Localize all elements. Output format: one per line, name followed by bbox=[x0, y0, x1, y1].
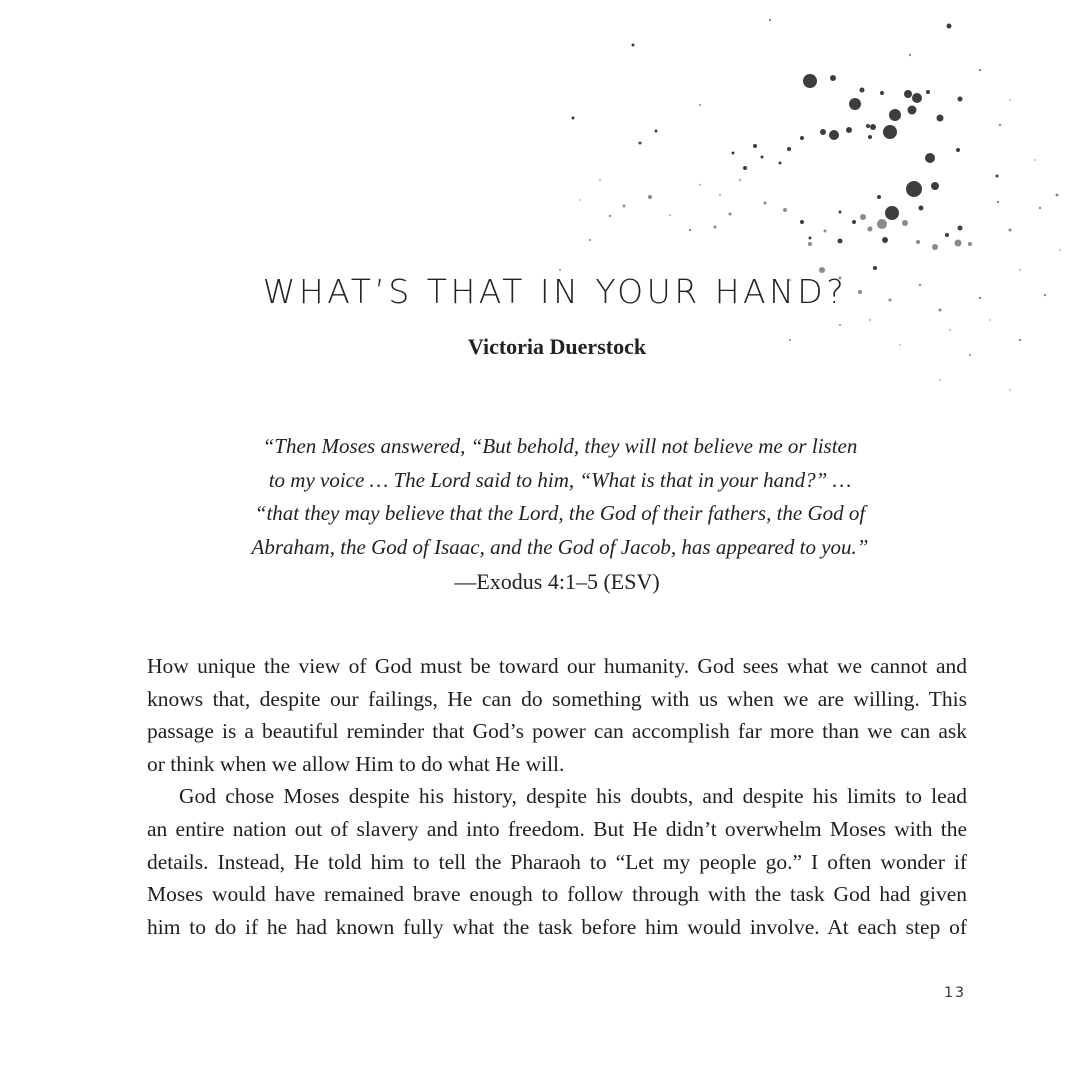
body-line: How unique the view of God must be toward our humanity. God sees what we cannot and bbox=[147, 654, 967, 678]
epigraph-line: Abraham, the God of Isaac, and the God of Jacob, has appeared to you.” bbox=[251, 534, 869, 559]
epigraph-quote bbox=[220, 430, 900, 564]
body-line: an entire nation out of slavery and into freedom. But He didn’t overwhelm Moses with the bbox=[147, 816, 967, 841]
author-name: Victoria Duerstock bbox=[467, 334, 647, 359]
body-line: details. Instead, He told him to tell the Pharaoh to “Let my people go.” I often wonder if bbox=[147, 849, 967, 874]
body-line: God chose Moses despite his history, despite his doubts, and despite his limits to lead bbox=[179, 784, 967, 809]
body-line: knows that, despite our failings, He can do something with us when we are willing. This bbox=[147, 686, 967, 711]
scripture-citation: —Exodus 4:1–5 (ESV) bbox=[454, 569, 660, 594]
chapter-title: WHAT’S THAT IN YOUR HAND? bbox=[262, 272, 848, 311]
epigraph-line: to my voice … The Lord said to him, “What is that in your hand?” … bbox=[268, 467, 852, 492]
body-text bbox=[147, 650, 967, 943]
body-line: or think when we allow Him to do what He will. bbox=[147, 751, 565, 776]
page-number: 13 bbox=[944, 985, 966, 1001]
body-line: him to do if he had known fully what the task before him would involve. At each step of bbox=[147, 914, 967, 939]
epigraph-line: “that they may believe that the Lord, the God of their fathers, the God of bbox=[254, 501, 866, 525]
body-line: passage is a beautiful reminder that God’s power can accomplish far more than we can ask bbox=[147, 719, 967, 744]
epigraph-line: “Then Moses answered, “But behold, they will not believe me or listen bbox=[262, 434, 858, 458]
body-line: Moses would have remained brave enough to follow through with the task God had given bbox=[147, 882, 967, 907]
